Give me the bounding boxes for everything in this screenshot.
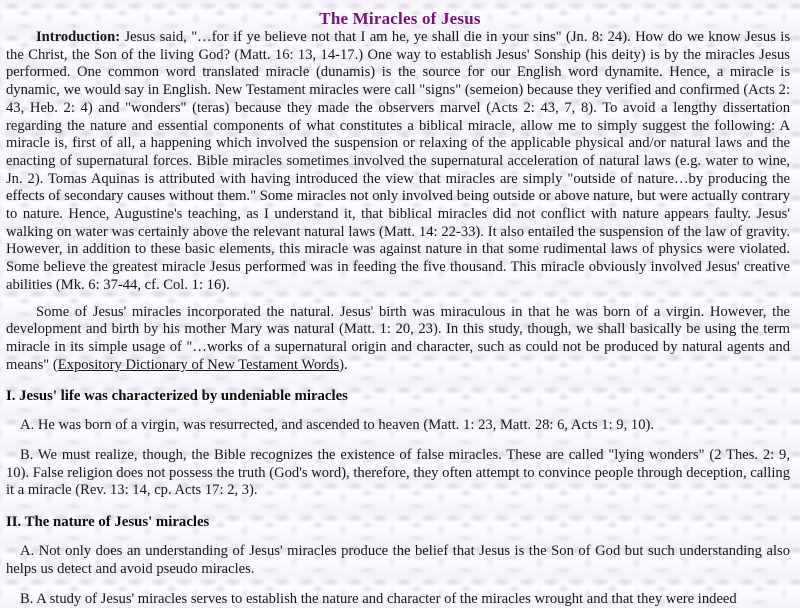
section-2-point-a: A. Not only does an understanding of Jesus' miracles produce the belief that Jesus is the Son of God but such understanding also helps us detect and avoid pseudo miracles. — [6, 543, 790, 577]
section-heading-1: I. Jesus' life was characterized by undeniable miracles — [6, 388, 348, 405]
section-2-point-b-clipped: B. A study of Jesus' miracles serves to establish the nature and character of the miracles wrought and that they were indeed — [20, 590, 737, 607]
introduction-label: Introduction: — [36, 29, 121, 45]
introduction-paragraph — [6, 29, 790, 295]
paragraph-two-text-before: Some of Jesus' miracles incorporated the natural. Jesus' birth was miraculous in that he was born of a virgin. However, the development and birth by his mother Mary was natural (Matt. 1: 20, 23). In this study, though, we shall basically be using the term miracle in its simple usage of "…works of a supernatural origin and character, such as could not be produced by natural agents and means" ( — [6, 303, 790, 373]
section-1-point-b: B. We must realize, though, the Bible recognizes the existence of false miracles. These are called "lying wonders" (2 Thes. 2: 9, 10). False religion does not possess the truth (God's word), therefore, they often attempt to convince people through deception, calling it a miracle (Rev. 13: 14, cp. Acts 17: 2, 3). — [6, 447, 790, 499]
section-1-point-a: A. He was born of a virgin, was resurrected, and ascended to heaven (Matt. 1: 23, Matt. 28: 6, Acts 1: 9, 10). — [20, 417, 654, 434]
page-title: The Miracles of Jesus — [319, 9, 481, 28]
introduction-text: Jesus said, "…for if ye believe not that I am he, ye shall die in your sins" (Jn. 8: 24). How do we know Jesus is the Christ, the Son of the living God? (Matt. 16: 13, 14-17.) One way to establish Jesus' Sonship (his deity) is by the miracles Jesus performed. One common word translated miracle (dunamis) is the source for our English word dynamite. Hence, a miracle is dynamic, we would say in English. New Testament miracles were call "signs" (semeion) because they verified and confirmed (Acts 2: 43, Heb. 2: 4) and "wonders" (teras) because they made the observers marvel (Acts 2: 43, 7, 8). To avoid a lengthy dissertation regarding the nature and essential components of what constitutes a biblical miracle, allow me to simply suggest the following: A miracle is, first of all, a happening which involved the suspension or relaxing of the applicable physical and/or natural laws and the enacting of supernatural forces. Bible miracles sometimes involved the supernatural acceleration of natural laws (e.g. water to wine, Jn. 2). Tomas Aquinas is attributed with having introduced the view that miracles are simply "outside of nature…by producing the effects of secondary causes without them." Some miracles not only involved being outside or above nature, but were actually contrary to nature. Hence, Augustine's teaching, as I understand it, that biblical miracles did not conflict with nature appears faulty. Jesus' walking on water was certainly above the relevant natural laws (Matt. 14: 22-33). It also entailed the suspension of the law of gravity. However, in addition to these basic elements, this miracle was against nature in that some rudimental laws of physics were violated. Some believe the greatest miracle Jesus performed was in feeding the five thousand. This miracle obviously involved Jesus' creative abilities (Mk. 6: 37-44, cf. Col. 1: 16). — [6, 29, 790, 293]
document-body — [0, 29, 800, 607]
book-citation: Expository Dictionary of New Testament Words — [57, 356, 340, 373]
paragraph-two-text-after: ). — [339, 356, 348, 373]
paragraph-two — [6, 304, 790, 375]
section-heading-2: II. The nature of Jesus' miracles — [6, 514, 210, 531]
